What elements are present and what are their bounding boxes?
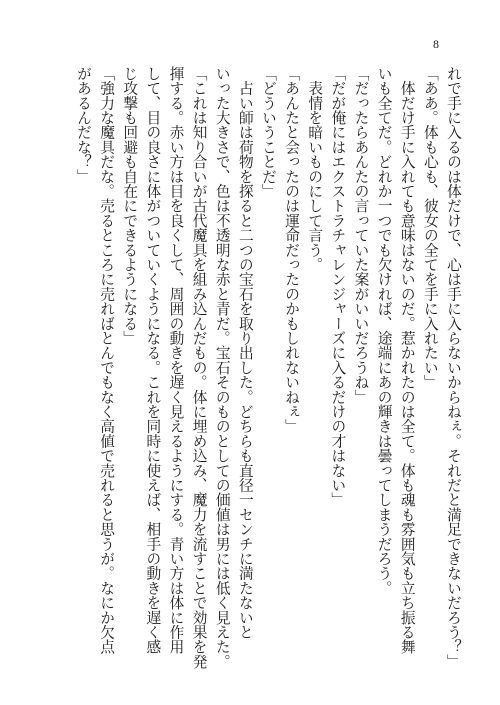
text-column: 「だが俺にはエクストラチャレンジャーズに入るだけの才はない」: [329, 66, 347, 507]
text-column: 「だったらあんたの言っていた案がいいだろうね」: [352, 66, 370, 405]
text-column: れで手に入るのは体だけで、心は手に入らないからねぇ。それだと満足できないだろう？」: [445, 66, 462, 669]
text-column: があるんだな？」: [75, 66, 92, 184]
text-column: して、目の良さに体がついていくようになる。これを同時に使えば、相手の動きを遅く感: [144, 66, 162, 654]
text-column: 揮する。赤い方は目を良くして、周囲の動きを遅く見えるようにする。青い方は体に作用: [167, 66, 185, 654]
text-column: 「どういうことだ」: [260, 66, 277, 199]
text-column: 「強力な魔具だな。売るところに売ればとんでもなく高値で売れると思うが。なにか欠点: [98, 66, 116, 654]
page-number: 8: [433, 37, 439, 51]
body-text: [72, 66, 465, 681]
text-column: いも全てだ。どれか一つでも欠ければ、途端にあの輝きは曇ってしまうだろう。: [375, 66, 393, 596]
text-column: 体だけ手に入れても意味はないのだ。惹かれたのは全て。体も魂も雰囲気も立ち振る舞: [398, 66, 416, 654]
text-column: いった大きさで、色は不透明な赤と青だ。宝石そのものとしての価値は男には低く見えた。: [213, 66, 231, 669]
text-column: 「あんたと会ったのは運命だったのかもしれないねぇ」: [283, 66, 301, 434]
text-column: 表情を暗いものにして言う。: [306, 66, 324, 272]
text-column: じ攻撃も回避も自在にできるようになる」: [121, 66, 139, 346]
text-column: 「これは知り合いが古代魔具を組み込んだもの。体に埋め込み、魔力を流すことで効果を発: [190, 66, 208, 669]
text-column: 「ああ。体も心も、彼女の全てを手に入れたい」: [421, 66, 439, 390]
text-column: 占い師は荷物を探ると二つの宝石を取り出した。どちらも直径一センチに満たないと: [236, 66, 254, 640]
